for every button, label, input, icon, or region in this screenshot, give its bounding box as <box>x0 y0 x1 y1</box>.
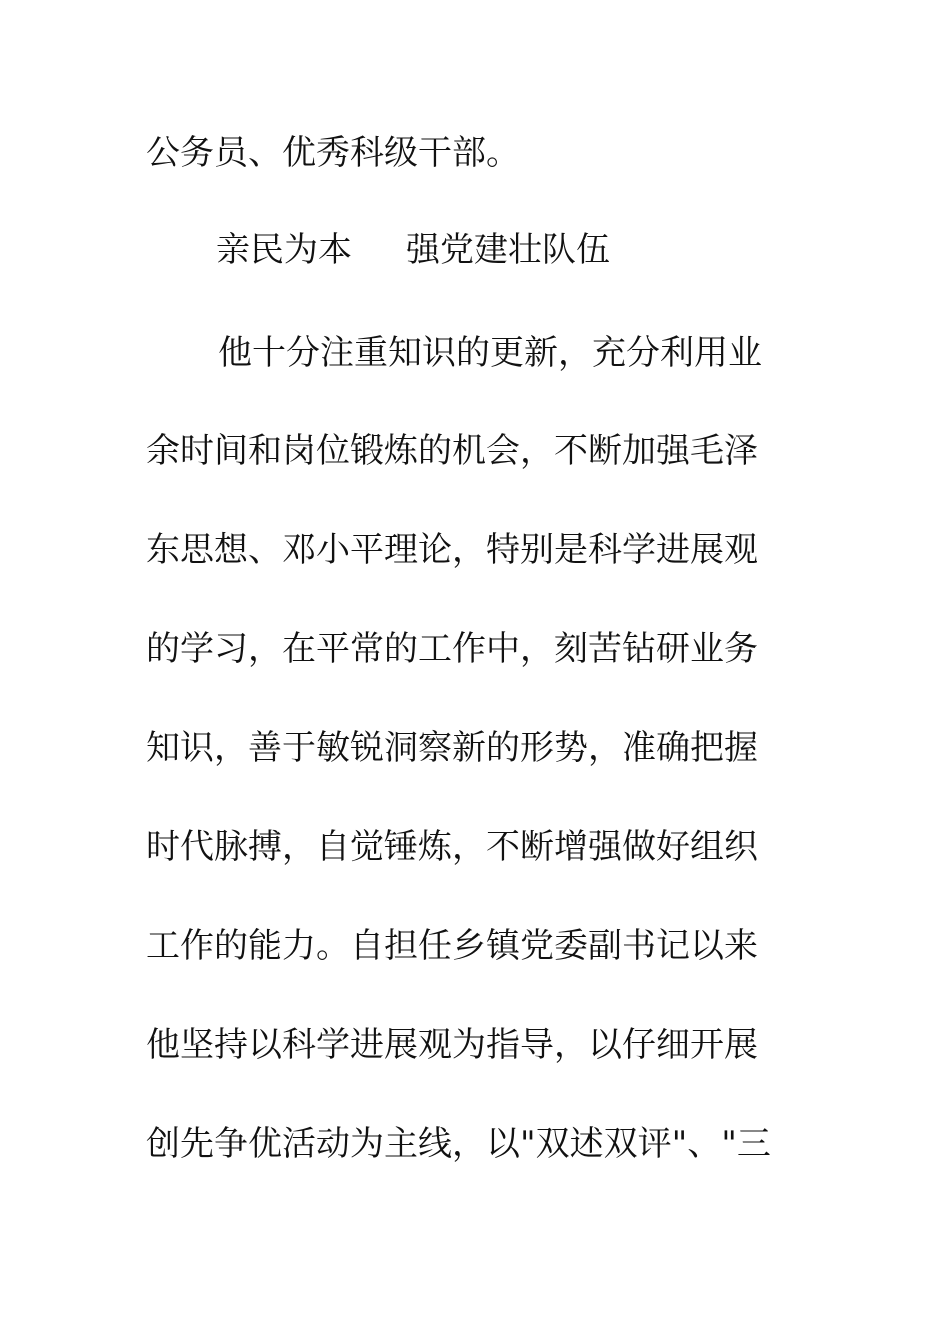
section-heading-right: 强党建壮队伍 <box>406 230 610 270</box>
text-line-3: 余时间和岗位锻炼的机会，不断加强毛泽 <box>146 431 758 471</box>
section-heading-left: 亲民为本 <box>216 230 352 270</box>
text-line-10: 创先争优活动为主线，以"双述双评"、"三 <box>146 1124 771 1164</box>
text-line-8: 工作的能力。自担任乡镇党委副书记以来 <box>146 926 758 966</box>
text-line-7: 时代脉搏，自觉锤炼，不断增强做好组织 <box>146 827 758 867</box>
text-line-9: 他坚持以科学进展观为指导，以仔细开展 <box>146 1025 758 1065</box>
text-line-6: 知识，善于敏锐洞察新的形势，准确把握 <box>146 728 758 768</box>
text-line-4: 东思想、邓小平理论，特别是科学进展观 <box>146 530 758 570</box>
section-heading <box>216 227 610 273</box>
text-line-5: 的学习，在平常的工作中，刻苦钻研业务 <box>146 629 758 669</box>
text-line-1: 公务员、优秀科级干部。 <box>146 133 520 173</box>
text-line-2: 他十分注重知识的更新，充分利用业 <box>218 333 762 373</box>
